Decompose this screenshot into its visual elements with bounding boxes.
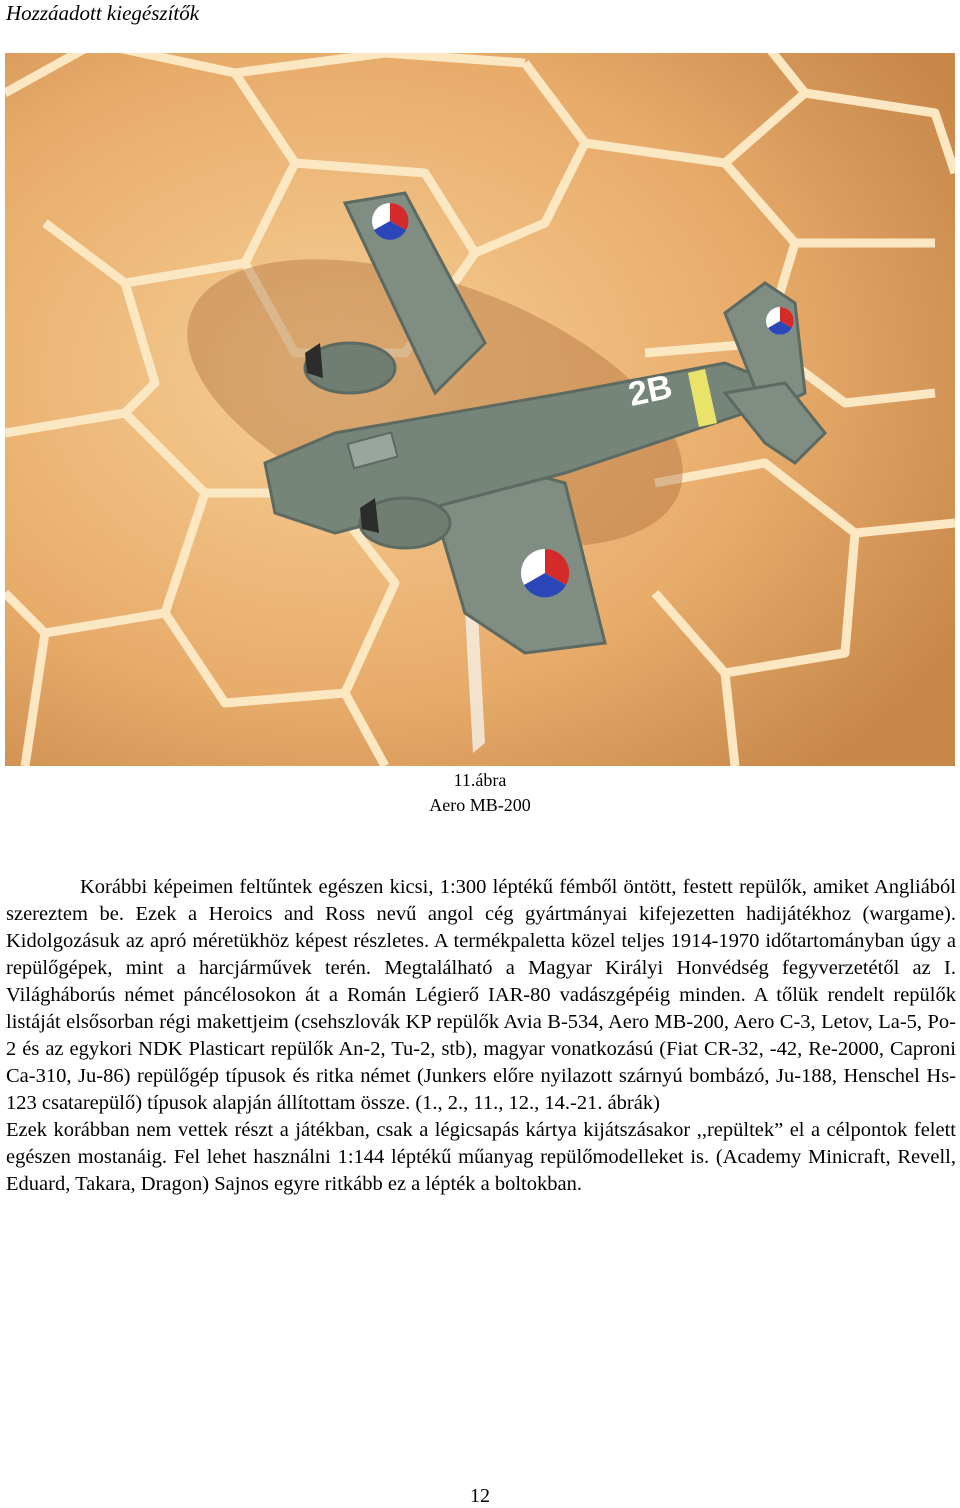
figure-title: Aero MB-200 [429, 795, 531, 815]
roundel-upper-wing [372, 203, 408, 240]
roundel-lower-wing [521, 549, 569, 597]
paragraph-1: Korábbi képeimen feltűntek egészen kicsi, 1:300 léptékű fémből öntött, festett repülők, amiket Angliából szereztem be. Ezek a Heroics and Ross nevű angol cég gyártmányai kifejezetten hadijátékhoz (wargame). Kidolgozásuk az apró méretükhöz képest részletes. A termékpaletta közel teljes 1914-1970 időtartományban úgy a repülőgépek, mint a harcjárművek terén. Megtalálható a Magyar Királyi Honvédség fegyverzetétől az I. Világháborús német páncélosokon át a Román Légierő IAR-80 vadászgépéig minden. A tőlük rendelt repülők listáját elsősorban régi makettjeim (csehszlovák KP repülők Avia B-534, Aero MB-200, Aero C-3, Letov, La-5, Po-2 és az egykori NDK Plasticart repülők An-2, Tu-2, stb), magyar vonatkozású (Fiat CR-32, -42, Re-2000, Caproni Ca-310, Ju-86) repülőgép típusok és ritka német (Junkers előre nyilazott szárnyú bombázó, Ju-188, Henschel Hs-123 csatarepülő) típusok alapján állítottam össze. (1., 2., 11., 12., 14.-21. ábrák) [6, 876, 956, 1114]
aircraft-photo-drawing [5, 53, 955, 766]
roundel-tail [766, 307, 794, 335]
paragraph-2: Ezek korábban nem vettek részt a játékban, csak a légicsapás kártya kijátszásakor ,,repültek” el a célpontok felett egészen mostanáig. Fel lehet használni 1:144 léptékű műanyag repülőmodelleket is. (Academy Minicraft, Revell, Eduard, Takara, Dragon) Sajnos egyre ritkább ez a lépték a boltokban. [6, 1119, 956, 1195]
aircraft-photo [5, 53, 955, 766]
fuselage-marking: 2B [625, 367, 676, 414]
body-text [6, 874, 956, 1198]
figure-number: 11.ábra [453, 770, 507, 790]
page-number: 12 [470, 1485, 490, 1507]
running-header: Hozzáadott kiegészítők [6, 1, 200, 25]
